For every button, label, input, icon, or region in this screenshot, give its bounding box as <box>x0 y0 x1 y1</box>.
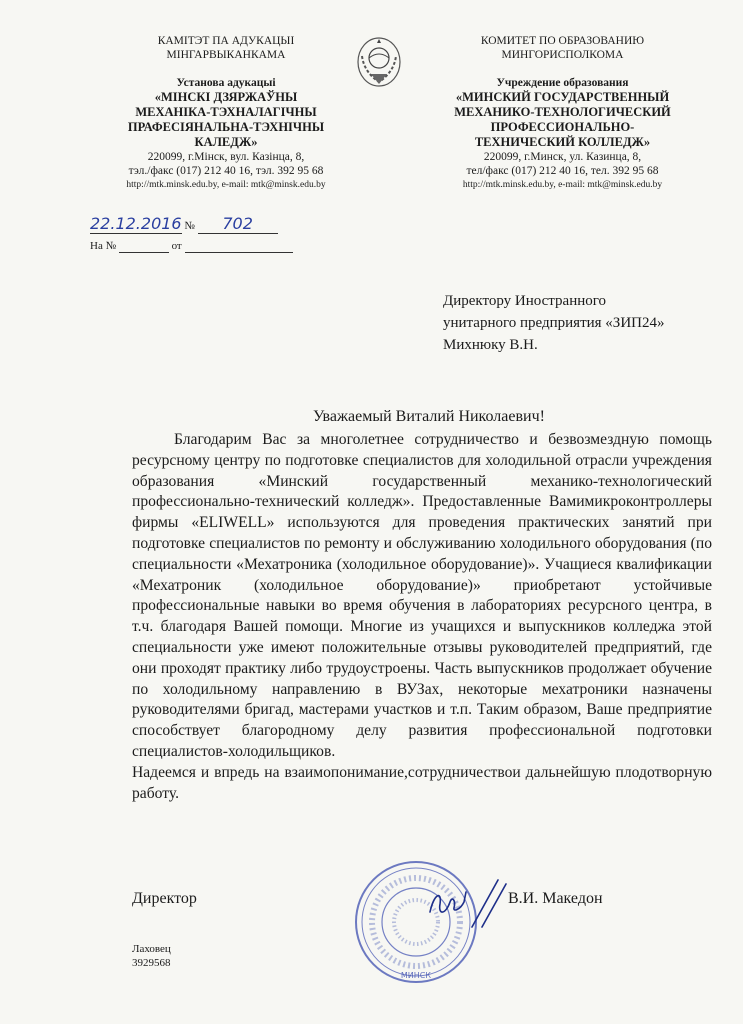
executor-phone: 3929568 <box>132 957 171 969</box>
addressee-line3: Михнюку В.Н. <box>443 337 538 353</box>
institution-type: Установа адукацыі <box>176 77 276 89</box>
college-name-line3: ПРОФЕССИОНАЛЬНО- <box>490 120 635 134</box>
signatory-title: Директор <box>132 890 197 907</box>
addressee-line2: унитарного предприятия «ЗИП24» <box>443 315 665 331</box>
institution-type: Учреждение образования <box>496 77 629 89</box>
outgoing-number: 702 <box>198 214 278 234</box>
signatory-name: В.И. Македон <box>508 890 603 907</box>
college-name-line2: МЕХАНИКО-ТЕХНОЛОГИЧЕСКИЙ <box>454 105 671 119</box>
addressee-line1: Директору Иностранного <box>443 293 607 309</box>
committee-name-line2: МИНГОРИСПОЛКОМА <box>501 49 624 61</box>
college-name-line3: ПРАФЕСІЯНАЛЬНА-ТЭХНІЧНЫ <box>127 120 325 134</box>
committee-name-line2: МІНГАРВЫКАНКАМА <box>166 49 286 61</box>
reference-from-label: от <box>171 240 182 252</box>
college-name-line4: ТЕХНИЧЕСКИЙ КОЛЛЕДЖ» <box>474 135 651 149</box>
outgoing-number-line <box>90 214 290 234</box>
stamp-city-text: МИНСК <box>400 971 432 980</box>
outgoing-date: 22.12.2016 <box>90 214 182 233</box>
college-name-line1: «МІНСКІ ДЗЯРЖАЎНЫ <box>154 90 298 104</box>
college-name-line1: «МИНСКИЙ ГОСУДАРСТВЕННЫЙ <box>455 90 670 104</box>
phone: тэл./факс (017) 212 40 16, тэл. 392 95 68 <box>128 165 324 177</box>
reference-date-blank <box>185 240 293 253</box>
body-paragraph-2: Надеемся и впредь на взаимопонимание,сотрудничествои дальнейшую плодотворную работу. <box>132 763 712 802</box>
address: 220099, г.Мінск, вул. Казінца, 8, <box>147 151 305 163</box>
salutation: Уважаемый Виталий Николаевич! <box>313 408 545 425</box>
reference-blank <box>119 240 169 253</box>
body-paragraph-1: Благодарим Вас за многолетнее сотрудничество и безвозмездную помощь ресурсному центру по подготовке специалистов для холодильной отрасли учреждения образования «Минский государственный механико-технологический профессионально-технический колледж». Предоставленные Вамимикроконтроллеры фирмы «ELIWELL» используются для проведения практических занятий при подготовке специалистов по ремонту и обслуживанию холодильного оборудования (по специальности «Мехатроника (холодильное оборудование)». Учащиеся квалификации «Мехатроник (холодильное оборудование)» приобретают устойчивые профессиональные навыки во время обучения в лабораториях ресурсного центра, в т.ч. благодаря Вашей помощи. Многие из учащихся и выпускников колледжа этой специальности уже имеют положительные отзывы руководителей предприятий, где они проходят практику либо трудоустроены. Часть выпускников продолжает обучение по холодильному направлению в ВУЗах, некоторые мехатроники назначены руководителями бригад, мастерами участков и т.п. Таким образом, Ваше предприятие способствует благородному делу развития профессиональной подготовки специалистов-холодильщиков. <box>132 431 712 760</box>
letterhead-russian <box>440 34 685 192</box>
emblem-icon <box>356 36 402 88</box>
college-name-line4: КАЛЕДЖ» <box>194 135 258 149</box>
reference-label: На № <box>90 240 117 252</box>
phone: тел/факс (017) 212 40 16, тел. 392 95 68 <box>466 165 659 177</box>
reference-number-line <box>90 240 293 253</box>
letterhead-belarusian <box>96 34 356 192</box>
web-email: http://mtk.minsk.edu.by, e-mail: mtk@minsk.edu.by <box>462 180 663 190</box>
handwritten-signature <box>420 872 510 932</box>
number-label: № <box>184 220 195 232</box>
letter-body <box>132 430 712 804</box>
address: 220099, г.Минск, ул. Казинца, 8, <box>483 151 642 163</box>
executor-block <box>132 942 171 970</box>
committee-name: КАМІТЭТ ПА АДУКАЦЫІ <box>157 35 295 47</box>
college-name-line2: МЕХАНІКА-ТЭХНАЛАГІЧНЫ <box>135 105 317 119</box>
addressee-block <box>443 290 665 356</box>
web-email: http://mtk.minsk.edu.by, e-mail: mtk@minsk.edu.by <box>126 180 326 190</box>
executor-name: Лаховец <box>132 943 171 955</box>
committee-name: КОМИТЕТ ПО ОБРАЗОВАНИЮ <box>480 35 645 47</box>
